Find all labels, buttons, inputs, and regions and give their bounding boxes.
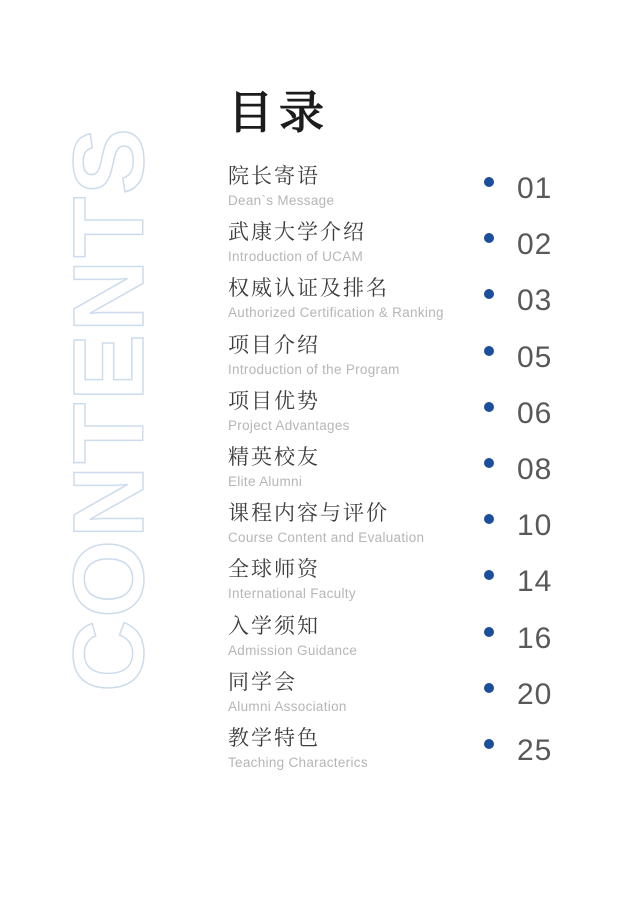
toc-entry-subtitle: Admission Guidance	[228, 642, 358, 658]
toc-entry[interactable]	[228, 275, 568, 331]
toc-entry-text	[228, 725, 484, 771]
bullet-dot-icon	[484, 458, 494, 468]
toc-entry-text	[228, 388, 484, 434]
toc-entry-text	[228, 500, 484, 546]
toc-entry-title: 教学特色	[228, 726, 320, 750]
toc-entry-page-number: 25	[517, 733, 553, 767]
bullet-dot-icon	[484, 514, 494, 524]
toc-entry[interactable]	[228, 388, 568, 444]
bullet-dot-icon	[484, 739, 494, 749]
toc-entry[interactable]	[228, 556, 568, 612]
toc-entry[interactable]	[228, 219, 568, 275]
toc-entry-title: 精英校友	[228, 445, 320, 469]
toc-entry-title: 课程内容与评价	[228, 502, 389, 526]
toc-entry-subtitle: Course Content and Evaluation	[228, 530, 425, 546]
toc-entry-subtitle: Elite Alumni	[228, 473, 303, 489]
bullet-dot-icon	[484, 570, 494, 580]
toc-entry-subtitle: Authorized Certification & Ranking	[228, 305, 444, 321]
bullet-dot-icon	[484, 346, 494, 356]
toc-entry-page-number: 05	[517, 340, 553, 374]
toc-entry-title: 项目优势	[228, 389, 320, 413]
bullet-dot-icon	[484, 177, 494, 187]
toc-entry-text	[228, 163, 484, 209]
toc-entry-subtitle: Teaching Characterics	[228, 754, 368, 770]
toc-entry-text	[228, 556, 484, 602]
toc-entry-subtitle: Dean`s Message	[228, 193, 335, 208]
toc-entry[interactable]	[228, 332, 568, 388]
toc-entry-page-number: 02	[517, 228, 553, 262]
toc-entry-text	[228, 332, 484, 378]
toc-entry[interactable]	[228, 444, 568, 500]
toc-entry-title: 院长寄语	[228, 165, 320, 188]
bullet-dot-icon	[484, 683, 494, 693]
toc-entry-title: 同学会	[228, 670, 297, 694]
toc-entry-title: 全球师资	[228, 558, 320, 582]
bullet-dot-icon	[484, 402, 494, 412]
toc-entry-page-number: 03	[517, 284, 553, 318]
toc-list	[228, 163, 568, 781]
bullet-dot-icon	[484, 289, 494, 299]
toc-entry-page-number: 08	[517, 452, 553, 486]
toc-entry-text	[228, 444, 484, 490]
toc-entry-page-number: 16	[517, 621, 553, 655]
toc-entry-page-number: 01	[517, 172, 553, 205]
toc-entry-text	[228, 219, 484, 265]
toc-entry-title: 项目介绍	[228, 333, 320, 357]
toc-entry-text	[228, 613, 484, 659]
toc-entry-subtitle: Introduction of UCAM	[228, 249, 364, 265]
toc-entry[interactable]	[228, 163, 568, 219]
toc-entry-title: 入学须知	[228, 614, 320, 638]
toc-entry-subtitle: International Faculty	[228, 586, 356, 602]
toc-entry[interactable]	[228, 725, 568, 781]
bullet-dot-icon	[484, 233, 494, 243]
toc-entry[interactable]	[228, 613, 568, 669]
bullet-dot-icon	[484, 627, 494, 637]
contents-vertical-label: CONTENTS	[53, 126, 165, 692]
toc-entry-subtitle: Alumni Association	[228, 698, 347, 714]
toc-entry-subtitle: Project Advantages	[228, 417, 350, 433]
toc-entry-page-number: 06	[517, 396, 553, 430]
toc-entry-title: 武康大学介绍	[228, 221, 366, 245]
toc-entry[interactable]	[228, 669, 568, 725]
toc-entry-subtitle: Introduction of the Program	[228, 361, 400, 377]
toc-entry-title: 权威认证及排名	[228, 277, 389, 301]
page-title: 目录	[228, 87, 331, 138]
toc-entry-page-number: 20	[517, 677, 553, 711]
toc-entry-page-number: 14	[517, 565, 553, 599]
toc-entry-text	[228, 669, 484, 715]
toc-entry-page-number: 10	[517, 509, 553, 543]
toc-entry[interactable]	[228, 500, 568, 556]
toc-entry-text	[228, 275, 484, 321]
